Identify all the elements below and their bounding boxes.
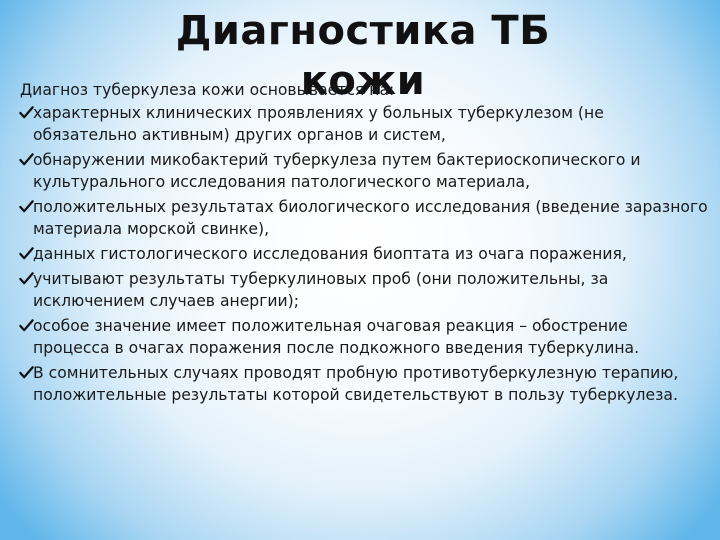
list-item <box>18 268 708 312</box>
intro-text: Диагноз туберкулеза кожи основывается на: <box>20 81 395 99</box>
list-item <box>18 362 708 406</box>
checkmark-icon <box>19 318 34 333</box>
list-item-text: данных гистологического исследования биоптата из очага поражения, <box>33 245 627 263</box>
bullet-list <box>18 102 708 406</box>
list-item-text: обнаружении микобактерий туберкулеза путем бактериоскопического и культурального исследования патологического материала, <box>33 151 641 191</box>
checkmark-icon <box>19 152 34 167</box>
checkmark-icon <box>19 365 34 380</box>
list-item <box>18 196 708 240</box>
list-item-text: положительных результатах биологического исследования (введение заразного материала морской свинке), <box>33 198 708 238</box>
list-item-text: В сомнительных случаях проводят пробную противотуберкулезную терапию, положительные результаты которой свидетельствуют в пользу туберкулеза. <box>33 364 679 404</box>
checkmark-icon <box>19 246 34 261</box>
list-item-text: характерных клинических проявлениях у больных туберкулезом (не обязательно активным) других органов и систем, <box>33 104 604 144</box>
list-item <box>18 102 708 146</box>
list-item <box>18 243 708 265</box>
list-item <box>18 149 708 193</box>
checkmark-icon <box>19 199 34 214</box>
list-item-text: особое значение имеет положительная очаговая реакция – обострение процесса в очагах поражения после подкожного введения туберкулина. <box>33 317 640 357</box>
list-item-text: учитывают результаты туберкулиновых проб (они положительны, за исключением случаев анергии); <box>33 270 609 310</box>
list-item <box>18 315 708 359</box>
checkmark-icon <box>19 105 34 120</box>
slide-content <box>18 79 708 409</box>
checkmark-icon <box>19 271 34 286</box>
slide-title: Диагностика ТБ кожи <box>175 8 551 104</box>
